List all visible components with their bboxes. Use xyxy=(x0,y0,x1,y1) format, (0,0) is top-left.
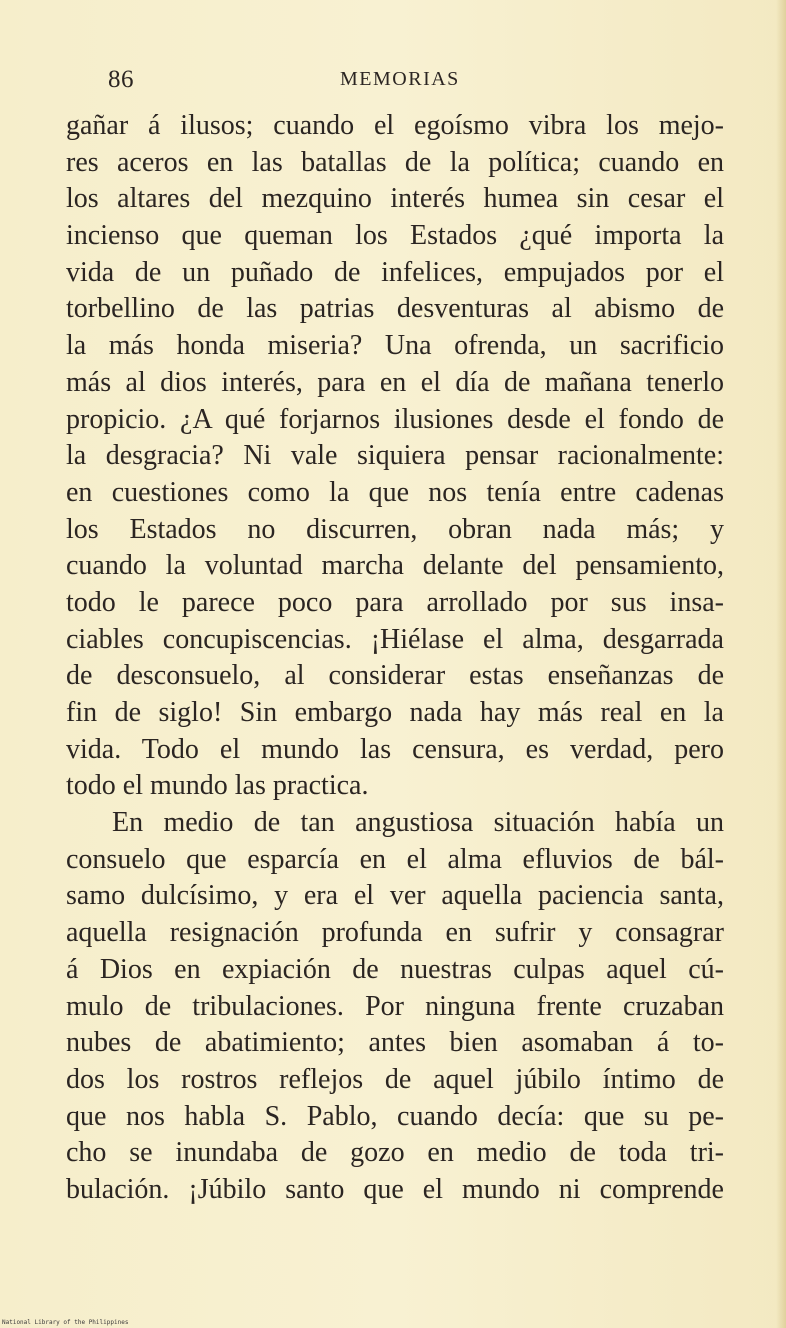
text-line: de desconsuelo, al considerar estas enseñanzas de xyxy=(66,660,724,692)
text-line: samo dulcísimo, y era el ver aquella paciencia santa, xyxy=(66,880,724,912)
library-credit: National Library of the Philippines xyxy=(2,1319,129,1326)
text-line: los Estados no discurren, obran nada más; y xyxy=(66,513,724,545)
text-line: que nos habla S. Pablo, cuando decía: que su pe- xyxy=(66,1100,724,1132)
running-title: MEMORIAS xyxy=(340,68,460,90)
text-line: más al dios interés, para en el día de mañana tenerlo xyxy=(66,366,724,398)
page-edge-shadow xyxy=(776,0,786,1328)
text-line: aquella resignación profunda en sufrir y consagrar xyxy=(66,917,724,949)
text-line: á Dios en expiación de nuestras culpas aquel cú- xyxy=(66,953,724,985)
text-line: fin de siglo! Sin embargo nada hay más real en la xyxy=(66,697,724,728)
text-line: nubes de abatimiento; antes bien asomaban á to- xyxy=(66,1027,724,1059)
text-line: los altares del mezquino interés humea sin cesar el xyxy=(66,183,724,215)
text-line: consuelo que esparcía en el alma efluvios de bál- xyxy=(66,843,724,875)
text-line: cho se inundaba de gozo en medio de toda tri- xyxy=(66,1137,724,1169)
text-line: cuando la voluntad marcha delante del pensamiento, xyxy=(66,550,724,582)
text-line: mulo de tribulaciones. Por ninguna frente cruzaban xyxy=(66,990,724,1022)
text-line: en cuestiones como la que nos tenía entre cadenas xyxy=(66,476,724,508)
body-text xyxy=(66,108,724,1209)
paragraph-start-line: En medio de tan angustiosa situación había un xyxy=(112,807,724,839)
paragraph-end-line: todo el mundo las practica. xyxy=(66,770,369,802)
page-number: 86 xyxy=(108,66,134,93)
text-line: ciables concupiscencias. ¡Hiélase el alma, desgarrada xyxy=(66,623,724,655)
text-line: propicio. ¿A qué forjarnos ilusiones desde el fondo de xyxy=(66,403,724,435)
text-line: incienso que queman los Estados ¿qué importa la xyxy=(66,220,724,252)
text-line: vida de un puñado de infelices, empujados por el xyxy=(66,256,724,288)
text-line: dos los rostros reflejos de aquel júbilo íntimo de xyxy=(66,1063,724,1095)
text-line: bulación. ¡Júbilo santo que el mundo ni comprende xyxy=(66,1173,724,1205)
text-line: torbellino de las patrias desventuras al abismo de xyxy=(66,293,724,325)
text-line: res aceros en las batallas de la política; cuando en xyxy=(66,146,724,178)
running-header xyxy=(108,66,728,100)
text-line: todo le parece poco para arrollado por sus insa- xyxy=(66,586,724,618)
text-line: vida. Todo el mundo las censura, es verdad, pero xyxy=(66,733,724,765)
text-line: la más honda miseria? Una ofrenda, un sacrificio xyxy=(66,330,724,362)
text-line: la desgracia? Ni vale siquiera pensar racionalmente: xyxy=(66,440,724,472)
text-line: gañar á ilusos; cuando el egoísmo vibra los mejo- xyxy=(66,110,724,141)
